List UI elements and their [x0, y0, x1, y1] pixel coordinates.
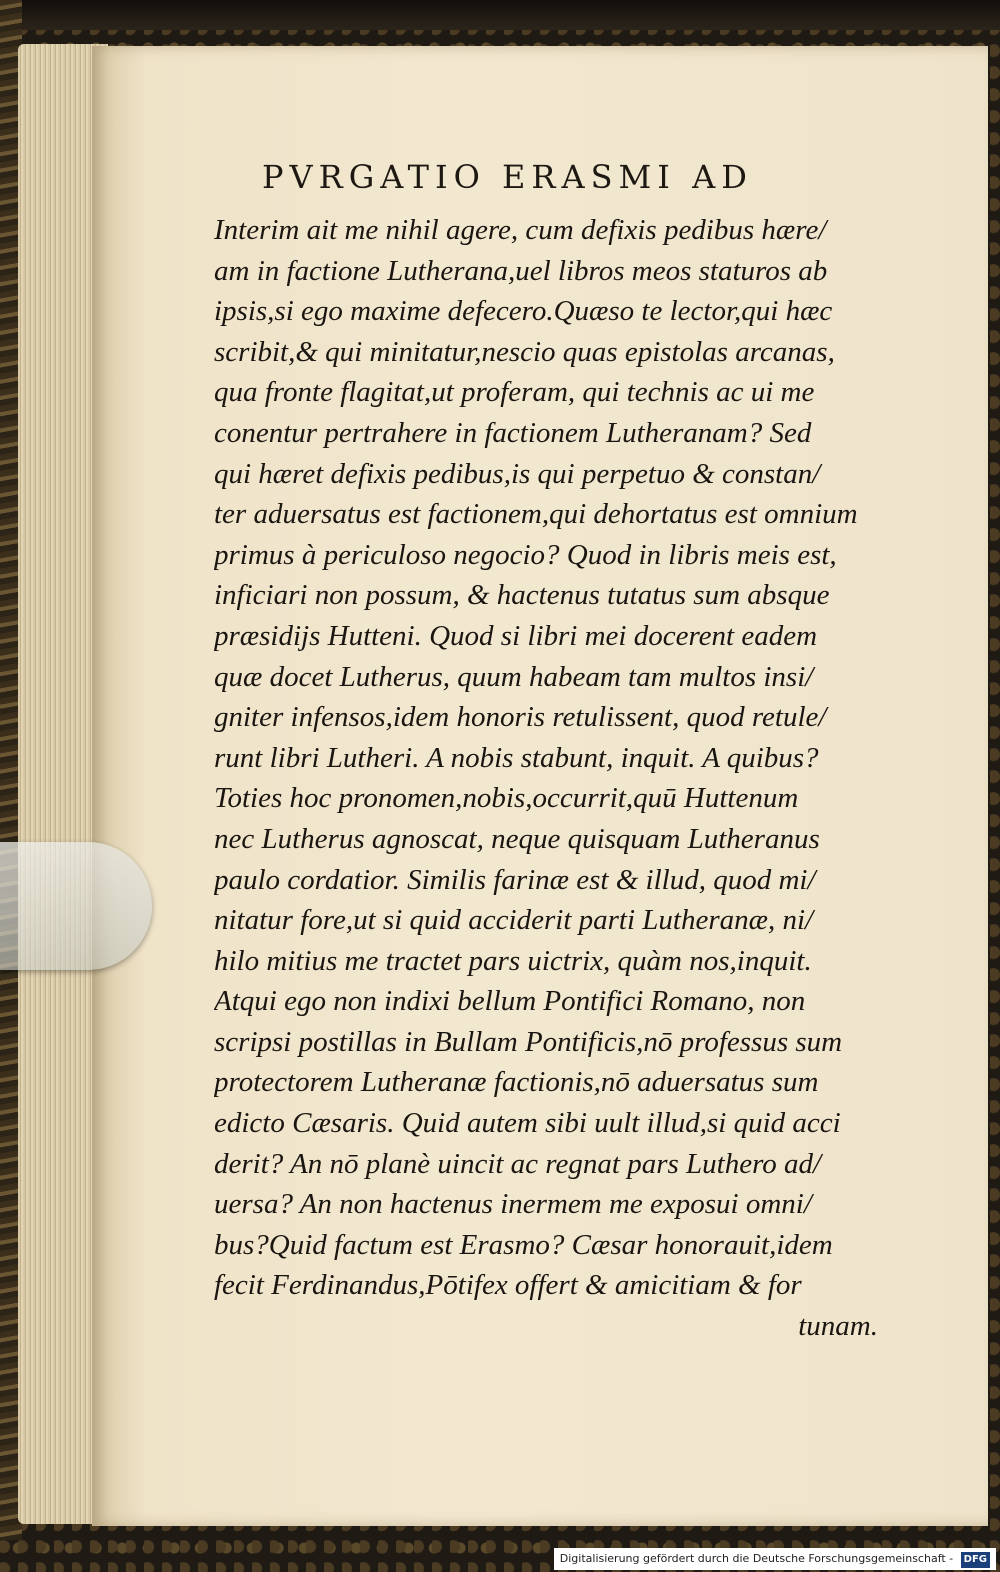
- text-line: primus à periculoso negocio? Quod in libris meis est,: [214, 538, 837, 571]
- text-line: gniter infensos,idem honoris retulissent, quod retule/: [214, 701, 827, 734]
- text-line: uersa? An non hactenus inermem me exposui omni/: [214, 1188, 812, 1221]
- text-line: ter aduersatus est factionem,qui dehortatus est omnium: [214, 498, 858, 531]
- text-line: protectorem Lutheranæ factionis,nō aduersatus sum: [214, 1066, 819, 1099]
- text-line: qua fronte flagitat,ut proferam, qui technis ac ui me: [214, 376, 815, 409]
- text-line: præsidijs Hutteni. Quod si libri mei docerent eadem: [214, 619, 818, 652]
- text-line: am in factione Lutherana,uel libros meos staturos ab: [214, 254, 828, 287]
- book-cover-top: [0, 0, 1000, 30]
- text-line: paulo cordatior. Similis farinæ est & illud, quod mi/: [214, 863, 816, 896]
- text-line: bus?Quid factum est Erasmo? Cæsar honorauit,idem: [214, 1228, 833, 1261]
- text-line: qui hæret defixis pedibus,is qui perpetuo & constan/: [214, 457, 821, 490]
- dfg-logo-icon: DFG: [961, 1552, 990, 1568]
- text-line: quæ docet Lutherus, quum habeam tam multos insi/: [214, 660, 814, 693]
- text-line: runt libri Lutheri. A nobis stabunt, inquit. A quibus?: [214, 741, 819, 774]
- text-line: fecit Ferdinandus,Pōtifex offert & amicitiam & for: [214, 1269, 802, 1302]
- text-line-catchword: tunam.: [798, 1310, 878, 1343]
- footer-text: Digitalisierung gefördert durch die Deutsche Forschungsgemeinschaft -: [559, 1552, 954, 1565]
- text-line: derit? An nō planè uincit ac regnat pars Luthero ad/: [214, 1147, 822, 1180]
- text-line: conentur pertrahere in factionem Lutheranam? Sed: [214, 416, 812, 449]
- text-line: Interim ait me nihil agere, cum defixis pedibus hære/: [214, 214, 827, 246]
- text-line: hilo mitius me tractet pars uictrix, quàm nos,inquit.: [214, 944, 812, 977]
- text-line: ipsis,si ego maxime defecero.Quæso te lector,qui hæc: [214, 295, 833, 328]
- text-block: [214, 210, 886, 1347]
- text-line: Toties hoc pronomen,nobis,occurrit,quū Huttenum: [214, 782, 799, 815]
- running-head: PVRGATIO ERASMI AD: [262, 158, 753, 196]
- page-clip: [0, 842, 152, 970]
- text-line: nitatur fore,ut si quid acciderit parti Lutheranæ, ni/: [214, 904, 814, 937]
- text-line: scribit,& qui minitatur,nescio quas epistolas arcanas,: [214, 335, 835, 368]
- text-line: edicto Cæsaris. Quid autem sibi uult illud,si quid acci: [214, 1107, 841, 1140]
- text-line: inficiari non possum, & hactenus tutatus sum absque: [214, 579, 830, 612]
- text-line: Atqui ego non indixi bellum Pontifici Romano, non: [214, 985, 806, 1018]
- footer-credit: [554, 1548, 996, 1570]
- text-line: scripsi postillas in Bullam Pontificis,nō professus sum: [214, 1025, 843, 1058]
- text-line: nec Lutherus agnoscat, neque quisquam Lutheranus: [214, 822, 820, 855]
